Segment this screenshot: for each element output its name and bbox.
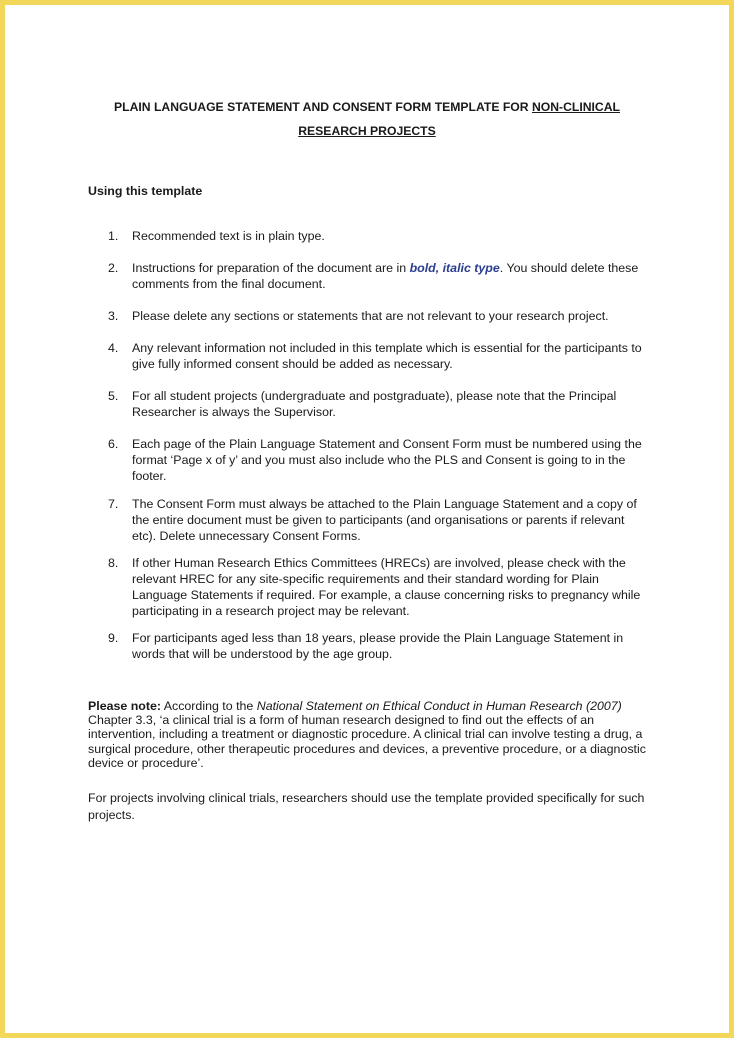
list-item-text: For participants aged less than 18 years, please provide the Plain Language Statement in words that will be understood by the age group. — [132, 631, 624, 661]
list-item-text: Recommended text is in plain type. — [132, 229, 325, 243]
list-item-text-after: . You should delete these comments from the final document. — [132, 261, 639, 291]
list-item-number: 1. — [108, 229, 119, 243]
note-text-after: Chapter 3.3, ‘a clinical trial is a form of human research designed to find out the effects of an intervention, including a treatment or diagnostic procedure. A clinical trial can involve testing a drug, a surgical procedure, other therapeutic procedures and devices, a preventive procedure, or a diagnostic device or procedure’. — [88, 713, 646, 770]
list-item-number: 7. — [108, 497, 119, 511]
list-item-number: 5. — [108, 389, 119, 403]
list-item-text: If other Human Research Ethics Committees (HRECs) are involved, please check with the relevant HREC for any site-specific requirements and their standard wording for Plain Language Statements if required. For example, a clause concerning risks to pregnancy while participating in a research project may be relevant. — [132, 556, 641, 618]
list-item-text: Please delete any sections or statements that are not relevant to your research project. — [132, 309, 609, 323]
list-item-bold-italic: bold, italic type — [409, 261, 500, 275]
note-citation: National Statement on Ethical Conduct in Human Research (2007) — [256, 699, 622, 713]
title-underlined: NON-CLINICAL — [531, 100, 620, 114]
section-heading: Using this template — [88, 184, 203, 198]
title-line-1 — [60, 95, 674, 119]
list-item-number: 8. — [108, 556, 119, 570]
list-item-number: 6. — [108, 437, 119, 451]
note-text-before: According to the — [161, 699, 257, 713]
closing-paragraph: For projects involving clinical trials, researchers should use the template provided specifically for such projects. — [88, 791, 645, 822]
document-title — [60, 95, 674, 143]
list-item-number: 9. — [108, 631, 119, 645]
list-item-text-before: Instructions for preparation of the document are in — [132, 261, 410, 275]
list-item-number: 2. — [108, 261, 119, 275]
note-label: Please note: — [88, 699, 161, 713]
list-item-text: Each page of the Plain Language Statement and Consent Form must be numbered using the format ‘Page x of y’ and you must also include who the PLS and Consent is going to in the footer. — [132, 437, 642, 483]
list-item-number: 3. — [108, 309, 119, 323]
title-prefix: PLAIN LANGUAGE STATEMENT AND CONSENT FORM TEMPLATE FOR — [114, 100, 532, 114]
list-item-text: The Consent Form must always be attached to the Plain Language Statement and a copy of the entire document must be given to participants (and organisations or parents if relevant etc). Delete unnecessary Consent Forms. — [132, 497, 637, 543]
list-item-text: For all student projects (undergraduate and postgraduate), please note that the Principal Researcher is always the Supervisor. — [132, 389, 617, 419]
title-line-2: RESEARCH PROJECTS — [298, 124, 436, 138]
list-item-text — [132, 260, 648, 292]
please-note-paragraph — [88, 699, 648, 770]
list-item-text: Any relevant information not included in this template which is essential for the participants to give fully informed consent should be added as necessary. — [132, 341, 642, 371]
list-item-number: 4. — [108, 341, 119, 355]
